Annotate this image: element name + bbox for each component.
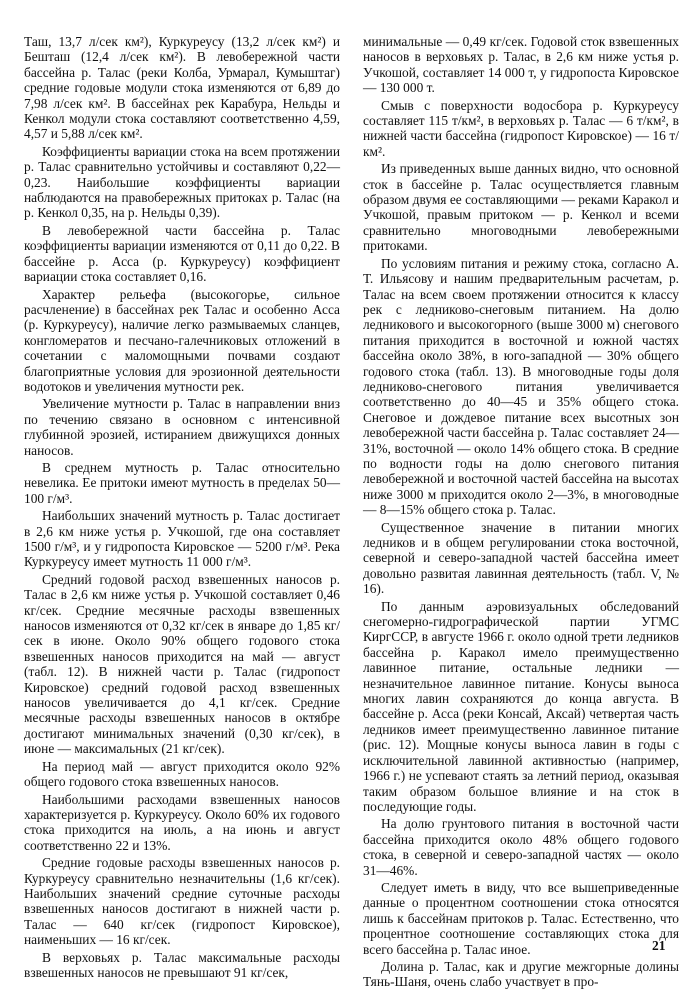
right-column — [363, 34, 679, 992]
paragraph: Увеличение мутности р. Талас в направлении вниз по течению связано в основном с интенсивной глубинной эрозией, истиранием движущихся донных наносов. — [24, 396, 340, 458]
paragraph: На период май — август приходится около 92% общего годового стока взвешенных наносов. — [24, 758, 340, 790]
paragraph: Из приведенных выше данных видно, что основной сток в бассейне р. Талас осуществляется главным образом двумя ее составляющими — реками Каракол и Учкошой, правым притоком — р. Кенкол и всеми сравнительно многоводными левобережными притоками. — [363, 161, 679, 254]
paragraph: На долю грунтового питания в восточной части бассейна приходится около 48% общего годового стока, в северной и северо-западной частях — около 31—46%. — [363, 816, 679, 878]
paragraph: Средние годовые расходы взвешенных наносов р. Куркуреусу сравнительно незначительны (1,6 кг/сек). Наибольших значений средние суточные расходы взвешенных наносов достигают в нижней части р. Талас — 640 кг/сек (гидропост Кировское), наименьших — 16 кг/сек. — [24, 855, 340, 948]
paragraph: Смыв с поверхности водосбора р. Куркуреусу составляет 115 т/км², в верховьях р. Талас — 6 т/км², в нижней части бассейна (гидропост Кировское) — 16 т/км². — [363, 97, 679, 159]
paragraph: минимальные — 0,49 кг/сек. Годовой сток взвешенных наносов в верховьях р. Талас, в 2,6 км ниже устья р. Учкошой, составляет 14 000 т, у гидропоста Кировское — 130 000 т. — [363, 34, 679, 96]
paragraph: Коэффициенты вариации стока на всем протяжении р. Талас сравнительно устойчивы и составляют 0,22—0,23. Наибольшие коэффициенты вариации наблюдаются на правобережных притоках р. Талас (на р. Кенкол 0,35, на р. Нельды 0,39). — [24, 143, 340, 221]
paragraph: По данным аэровизуальных обследований снегомерно-гидрографической партии УГМС КиргССР, в августе 1966 г. около одной трети ледников бассейна р. Каракол имело преимущественно лавинное питание, остальные ледники — незначительное лавинное питание. Конусы выноса многих лавин сохраняются до конца августа. В бассейне р. Асса (реки Консай, Аксай) четвертая часть ледников имеет преимущественно лавинное питание (рис. 12). Мощные конусы выноса лавин в годы с исключительной лавинной активностью (например, 1966 г.) не успевают стаять за летний период, оказывая таким образом большое влияние и на сток в последующие годы. — [363, 598, 679, 814]
page-number: 21 — [652, 938, 666, 953]
paragraph: Средний годовой расход взвешенных наносов р. Талас в 2,6 км ниже устья р. Учкошой составляет 0,46 кг/сек. Средние месячные расходы взвешенных наносов изменяются от 0,32 кг/сек в январе до 1,85 кг/сек в июне. Около 90% общего годового стока взвешенных наносов приходится на май — август (табл. 12). В нижней части р. Талас (гидропост Кировское) средний годовой расход взвешенных наносов увеличивается до 4,1 кг/сек. Средние месячные расходы взвешенных наносов в октябре достигают минимальных значений (0,30 кг/сек), в июне — максимальных (21 кг/сек). — [24, 571, 340, 757]
paragraph: Характер рельефа (высокогорье, сильное расчленение) в бассейнах рек Талас и особенно Асса (р. Куркуреусу), наличие легко размываемых сланцев, конгломератов и песчано-галечниковых отложений в сочетании с маломощными почвами создают благоприятные условия для эрозионной деятельности водотоков и увеличения мутности рек. — [24, 286, 340, 394]
paragraph: По условиям питания и режиму стока, согласно А. Т. Ильясову и нашим предварительным расчетам, р. Талас на всем своем протяжении относится к классу рек с ледниково-снеговым питанием. На долю ледникового и высокогорного (выше 3000 м) снегового питания приходится в восточной и южной частях бассейна около 38%, в юго-западной — 30% общего годового стока (табл. 13). В многоводные годы доля ледниково-снегового питания увеличивается соответственно до 40—45 и 35% общего стока. Снеговое и дождевое питание всех высотных зон левобережной части бассейна р. Талас составляет 24—31%, восточной — около 14% общего стока. В средние по водности годы на долю снегового питания левобережной и восточной частей бассейна на высотах ниже 3000 м приходится около 2—3%, в многоводные — 8—15% общего стока р. Талас. — [363, 255, 679, 518]
paragraph: Существенное значение в питании многих ледников и в общем регулировании стока восточной, северной и северо-западной частей бассейна имеет довольно развитая лавинная деятельность (табл. V, № 16). — [363, 519, 679, 597]
paragraph: Следует иметь в виду, что все вышеприведенные данные о процентном соотношении стока относятся лишь к бассейнам притоков р. Талас. Естественно, что процентное соотношение составляющих стока для всего бассейна р. Талас иное. — [363, 879, 679, 957]
paragraph: В верховьях р. Талас максимальные расходы взвешенных наносов не превышают 91 кг/сек, — [24, 949, 340, 980]
paragraph: В левобережной части бассейна р. Талас коэффициенты вариации изменяются от 0,11 до 0,22. В бассейне р. Асса (р. Куркуреусу) коэффициент вариации стока составляет 0,16. — [24, 222, 340, 285]
left-column — [24, 34, 340, 982]
paragraph: Наибольших значений мутность р. Талас достигает в 2,6 км ниже устья р. Учкошой, где она составляет 1500 г/м³, и у гидропоста Кировское — 5200 г/м³. Река Куркуреусу имеет мутность 11 000 г/м³. — [24, 508, 340, 570]
paragraph: Долина р. Талас, как и другие межгорные долины Тянь-Шаня, очень слабо участвует в про- — [363, 958, 679, 990]
paragraph: В среднем мутность р. Талас относительно невелика. Ее притоки имеют мутность в пределах 50—100 г/м³. — [24, 459, 340, 506]
paragraph: Наибольшими расходами взвешенных наносов характеризуется р. Куркуреусу. Около 60% их годового стока приходится на июль, а на июнь и август соответственно 22 и 13%. — [24, 791, 340, 853]
paragraph: Таш, 13,7 л/сек км²), Куркуреусу (13,2 л/сек км²) и Бешташ (12,4 л/сек км²). В левобережной части бассейна р. Талас (реки Колба, Урмарал, Кумыштаг) средние годовые модули стока изменяются от 6,89 до 7,98 л/сек км². В бассейнах рек Карабура, Нельды и Кенкол модули стока составляют соответственно 4,59, 4,57 и 5,88 л/сек км². — [24, 34, 340, 142]
